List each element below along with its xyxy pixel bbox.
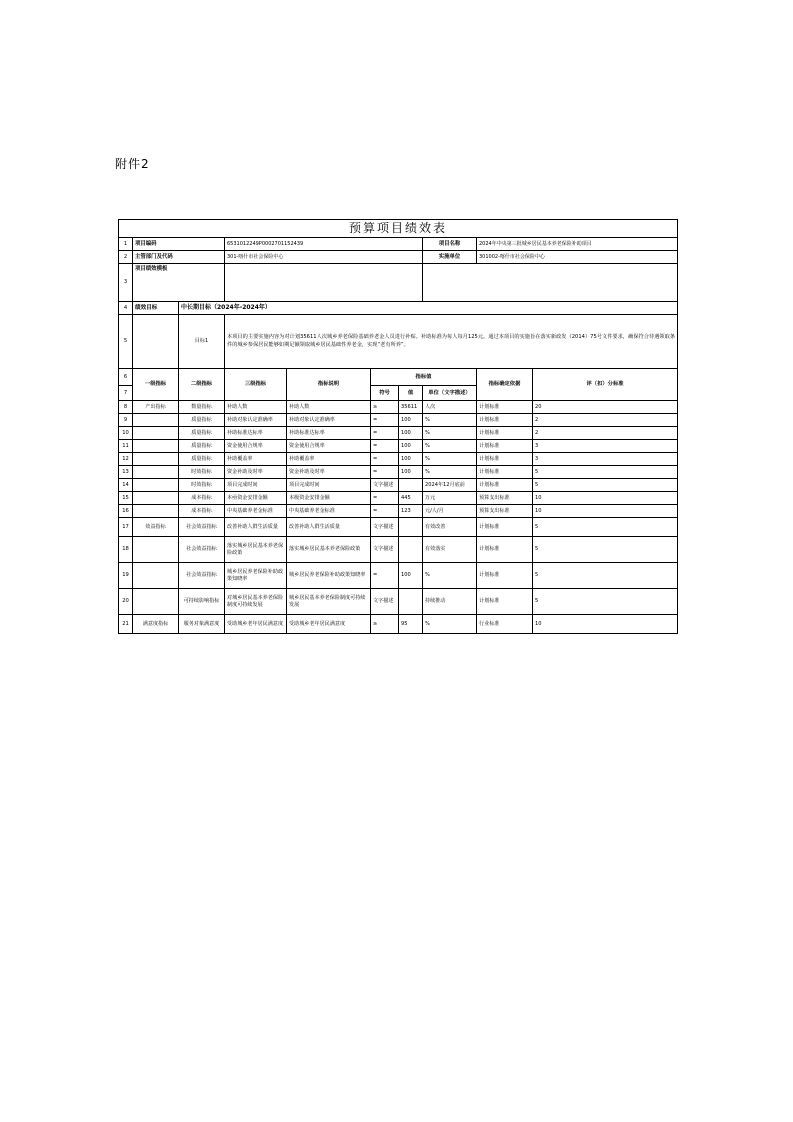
- table-row: [119, 414, 678, 427]
- goal-detail-label: 目标1: [179, 315, 225, 369]
- col-header-unit: 单位（文字描述）: [423, 386, 477, 401]
- cell-score: 5: [533, 589, 678, 615]
- cell-level2: 时效指标: [179, 466, 225, 479]
- table-row: [119, 238, 678, 251]
- table-row: [119, 479, 678, 492]
- cell-level2: 质量指标: [179, 427, 225, 440]
- cell-basis: 计划标准: [477, 589, 533, 615]
- cell-desc: 补助覆盖率: [287, 453, 371, 466]
- cell-value: [399, 479, 423, 492]
- cell-level2: 数量指标: [179, 401, 225, 414]
- table-row: [119, 251, 678, 264]
- goal-blank-cell: [133, 315, 179, 369]
- cell-desc: 本级资金安排金额: [287, 492, 371, 505]
- cell-score: 5: [533, 518, 678, 537]
- cell-value: 100: [399, 466, 423, 479]
- cell-basis: 计划标准: [477, 518, 533, 537]
- attachment-label: 附件2: [115, 157, 150, 171]
- cell-level3: 资金使用合规率: [225, 440, 287, 453]
- row-index: 11: [119, 440, 133, 453]
- cell-level1: [133, 440, 179, 453]
- template-blank: [423, 264, 678, 302]
- row-index: 4: [119, 302, 133, 315]
- col-header-basis: 指标确定依据: [477, 369, 533, 401]
- cell-symbol: =: [371, 414, 399, 427]
- cell-symbol: 文字描述: [371, 537, 399, 563]
- performance-goal-label: 绩效目标: [133, 302, 179, 315]
- cell-value: 100: [399, 427, 423, 440]
- cell-unit: %: [423, 440, 477, 453]
- cell-desc: 落实城乡居民基本养老保险政策: [287, 537, 371, 563]
- col-header-symbol: 符号: [371, 386, 399, 401]
- cell-basis: 计划标准: [477, 563, 533, 589]
- cell-value: 100: [399, 414, 423, 427]
- cell-value: [399, 537, 423, 563]
- cell-symbol: =: [371, 492, 399, 505]
- cell-score: 5: [533, 479, 678, 492]
- cell-unit: %: [423, 453, 477, 466]
- cell-level3: 补助人数: [225, 401, 287, 414]
- implement-unit-label: 实施单位: [423, 251, 477, 264]
- department-value: 301-喀什市社会保险中心: [225, 251, 423, 264]
- cell-score: 5: [533, 537, 678, 563]
- col-header-value-group: 指标值: [371, 369, 477, 386]
- cell-level2: 成本指标: [179, 505, 225, 518]
- cell-level3: 对城乡居民基本养老保险制度可持续发展: [225, 589, 287, 615]
- cell-desc: 资金补助及时率: [287, 466, 371, 479]
- table-header-row: [119, 369, 678, 386]
- row-index: 19: [119, 563, 133, 589]
- row-index: 14: [119, 479, 133, 492]
- table-row: [119, 302, 678, 315]
- cell-basis: 计划标准: [477, 414, 533, 427]
- cell-level1: 效益指标: [133, 518, 179, 537]
- cell-unit: %: [423, 615, 477, 634]
- template-value: [225, 264, 423, 302]
- cell-symbol: 文字描述: [371, 518, 399, 537]
- cell-level3: 城乡居民养老保险补助政策知晓率: [225, 563, 287, 589]
- table-row: [119, 315, 678, 369]
- row-index: 8: [119, 401, 133, 414]
- cell-value: 100: [399, 563, 423, 589]
- cell-unit: 有效落实: [423, 537, 477, 563]
- row-index: 15: [119, 492, 133, 505]
- cell-value: [399, 589, 423, 615]
- cell-level1: 满意度指标: [133, 615, 179, 634]
- performance-sheet: [118, 219, 677, 634]
- cell-unit: 人次: [423, 401, 477, 414]
- cell-score: 5: [533, 466, 678, 479]
- project-code-value: 6531012249P0002701152439: [225, 238, 423, 251]
- row-index: 20: [119, 589, 133, 615]
- table-row: [119, 427, 678, 440]
- cell-level1: [133, 537, 179, 563]
- cell-level3: 补助标准达标率: [225, 427, 287, 440]
- cell-level2: 质量指标: [179, 453, 225, 466]
- cell-desc: 补助人数: [287, 401, 371, 414]
- cell-level2: 成本指标: [179, 492, 225, 505]
- cell-unit: 有效改善: [423, 518, 477, 537]
- cell-level1: [133, 589, 179, 615]
- cell-basis: 计划标准: [477, 440, 533, 453]
- cell-value: 100: [399, 440, 423, 453]
- cell-level3: 受助城乡老年居民满意度: [225, 615, 287, 634]
- performance-table: [118, 219, 678, 634]
- cell-symbol: 文字描述: [371, 479, 399, 492]
- cell-level3: 改善补助人群生活质量: [225, 518, 287, 537]
- cell-score: 5: [533, 563, 678, 589]
- row-index: 1: [119, 238, 133, 251]
- table-row: [119, 264, 678, 302]
- table-row: [119, 505, 678, 518]
- table-row: [119, 589, 678, 615]
- cell-symbol: =: [371, 563, 399, 589]
- cell-score: 10: [533, 615, 678, 634]
- project-code-label: 项目编码: [133, 238, 225, 251]
- cell-symbol: =: [371, 466, 399, 479]
- project-name-label: 项目名称: [423, 238, 477, 251]
- cell-level2: 质量指标: [179, 414, 225, 427]
- title-row: [119, 220, 678, 238]
- cell-level2: 社会效益指标: [179, 518, 225, 537]
- cell-basis: 计划标准: [477, 427, 533, 440]
- row-index: 3: [119, 264, 133, 302]
- cell-level2: 质量指标: [179, 440, 225, 453]
- table-row: [119, 563, 678, 589]
- table-row: [119, 492, 678, 505]
- table-row: [119, 537, 678, 563]
- col-header-level1: 一级指标: [133, 369, 179, 401]
- template-label: 项目绩效模板: [133, 264, 225, 302]
- cell-basis: 计划标准: [477, 453, 533, 466]
- row-index: 13: [119, 466, 133, 479]
- cell-level3: 资金补助及时率: [225, 466, 287, 479]
- cell-level1: [133, 466, 179, 479]
- cell-unit: 持续推动: [423, 589, 477, 615]
- cell-unit: %: [423, 563, 477, 589]
- cell-basis: 预算支出标准: [477, 505, 533, 518]
- row-index: 2: [119, 251, 133, 264]
- cell-level1: [133, 505, 179, 518]
- cell-level2: 社会效益指标: [179, 537, 225, 563]
- cell-level1: 产出指标: [133, 401, 179, 414]
- cell-score: 2: [533, 427, 678, 440]
- cell-unit: 2024年12月底前: [423, 479, 477, 492]
- cell-basis: 计划标准: [477, 479, 533, 492]
- table-row: [119, 453, 678, 466]
- cell-unit: 元/人/月: [423, 505, 477, 518]
- cell-symbol: =: [371, 440, 399, 453]
- cell-basis: 行业标准: [477, 615, 533, 634]
- cell-level3: 补助对象认定准确率: [225, 414, 287, 427]
- cell-value: 35611: [399, 401, 423, 414]
- row-index: 6: [119, 369, 133, 386]
- cell-score: 10: [533, 505, 678, 518]
- row-index: 9: [119, 414, 133, 427]
- cell-desc: 资金使用合规率: [287, 440, 371, 453]
- cell-level1: [133, 427, 179, 440]
- cell-desc: 补助对象认定准确率: [287, 414, 371, 427]
- cell-level3: 落实城乡居民基本养老保险政策: [225, 537, 287, 563]
- cell-basis: 计划标准: [477, 466, 533, 479]
- mid-long-term-goal-title: 中长期目标（2024年-2024年）: [179, 302, 678, 315]
- cell-desc: 改善补助人群生活质量: [287, 518, 371, 537]
- cell-symbol: ≥: [371, 401, 399, 414]
- cell-symbol: ≥: [371, 615, 399, 634]
- table-row: [119, 518, 678, 537]
- cell-symbol: =: [371, 453, 399, 466]
- cell-score: 2: [533, 414, 678, 427]
- table-row: [119, 466, 678, 479]
- cell-value: [399, 518, 423, 537]
- row-index: 17: [119, 518, 133, 537]
- row-index: 18: [119, 537, 133, 563]
- cell-level2: 可持续影响指标: [179, 589, 225, 615]
- col-header-level3: 三级指标: [225, 369, 287, 401]
- cell-value: 100: [399, 453, 423, 466]
- cell-unit: %: [423, 414, 477, 427]
- row-index: 12: [119, 453, 133, 466]
- cell-score: 3: [533, 453, 678, 466]
- cell-level1: [133, 563, 179, 589]
- cell-level1: [133, 479, 179, 492]
- page-title: 预算项目绩效表: [119, 220, 678, 238]
- cell-desc: 中央基础养老金标准: [287, 505, 371, 518]
- table-row: [119, 615, 678, 634]
- cell-symbol: 文字描述: [371, 589, 399, 615]
- col-header-value: 值: [399, 386, 423, 401]
- col-header-score: 评（扣）分标准: [533, 369, 678, 401]
- cell-level2: 社会效益指标: [179, 563, 225, 589]
- cell-unit: %: [423, 466, 477, 479]
- cell-desc: 项目完成时间: [287, 479, 371, 492]
- table-row: [119, 401, 678, 414]
- row-index: 7: [119, 386, 133, 401]
- cell-symbol: =: [371, 427, 399, 440]
- cell-desc: 城乡居民养老保险补助政策知晓率: [287, 563, 371, 589]
- cell-level1: [133, 453, 179, 466]
- cell-level1: [133, 492, 179, 505]
- cell-unit: %: [423, 427, 477, 440]
- cell-desc: 补助标准达标率: [287, 427, 371, 440]
- cell-symbol: =: [371, 505, 399, 518]
- cell-level2: 服务对象满意度: [179, 615, 225, 634]
- cell-score: 10: [533, 492, 678, 505]
- project-name-value: 2024年中央第三批城乡居民基本养老保险补助项目: [477, 238, 678, 251]
- implement-unit-value: 301002-喀什市社会保险中心: [477, 251, 678, 264]
- row-index: 21: [119, 615, 133, 634]
- cell-value: 445: [399, 492, 423, 505]
- cell-score: 3: [533, 440, 678, 453]
- cell-basis: 预算支出标准: [477, 492, 533, 505]
- goal-detail-text: 本项目的主要实施内容为对计划35611人次城乡养老保险基础养老金人员进行补贴。补助标准为每人每月125元。通过本项目的实施旨在落实新政发（2014）75号文件要求，确保符合待遇领取条件的城乡参保居民能够如期足额领取城乡居民基础性养老金，实现“老有所养”。: [225, 315, 678, 369]
- col-header-level2: 二级指标: [179, 369, 225, 401]
- cell-level1: [133, 414, 179, 427]
- cell-desc: 城乡居民基本养老保险制度可持续发展: [287, 589, 371, 615]
- cell-level3: 中央基础养老金标准: [225, 505, 287, 518]
- table-row: [119, 440, 678, 453]
- cell-basis: 计划标准: [477, 401, 533, 414]
- cell-level3: 补助覆盖率: [225, 453, 287, 466]
- row-index: 5: [119, 315, 133, 369]
- cell-level2: 时效指标: [179, 479, 225, 492]
- col-header-desc: 指标说明: [287, 369, 371, 401]
- cell-score: 20: [533, 401, 678, 414]
- cell-desc: 受助城乡老年居民满意度: [287, 615, 371, 634]
- cell-value: 123: [399, 505, 423, 518]
- cell-level3: 项目完成时间: [225, 479, 287, 492]
- row-index: 10: [119, 427, 133, 440]
- department-label: 主管部门及代码: [133, 251, 225, 264]
- row-index: 16: [119, 505, 133, 518]
- cell-basis: 计划标准: [477, 537, 533, 563]
- cell-level3: 本亟资金安排金额: [225, 492, 287, 505]
- cell-value: 95: [399, 615, 423, 634]
- cell-unit: 万元: [423, 492, 477, 505]
